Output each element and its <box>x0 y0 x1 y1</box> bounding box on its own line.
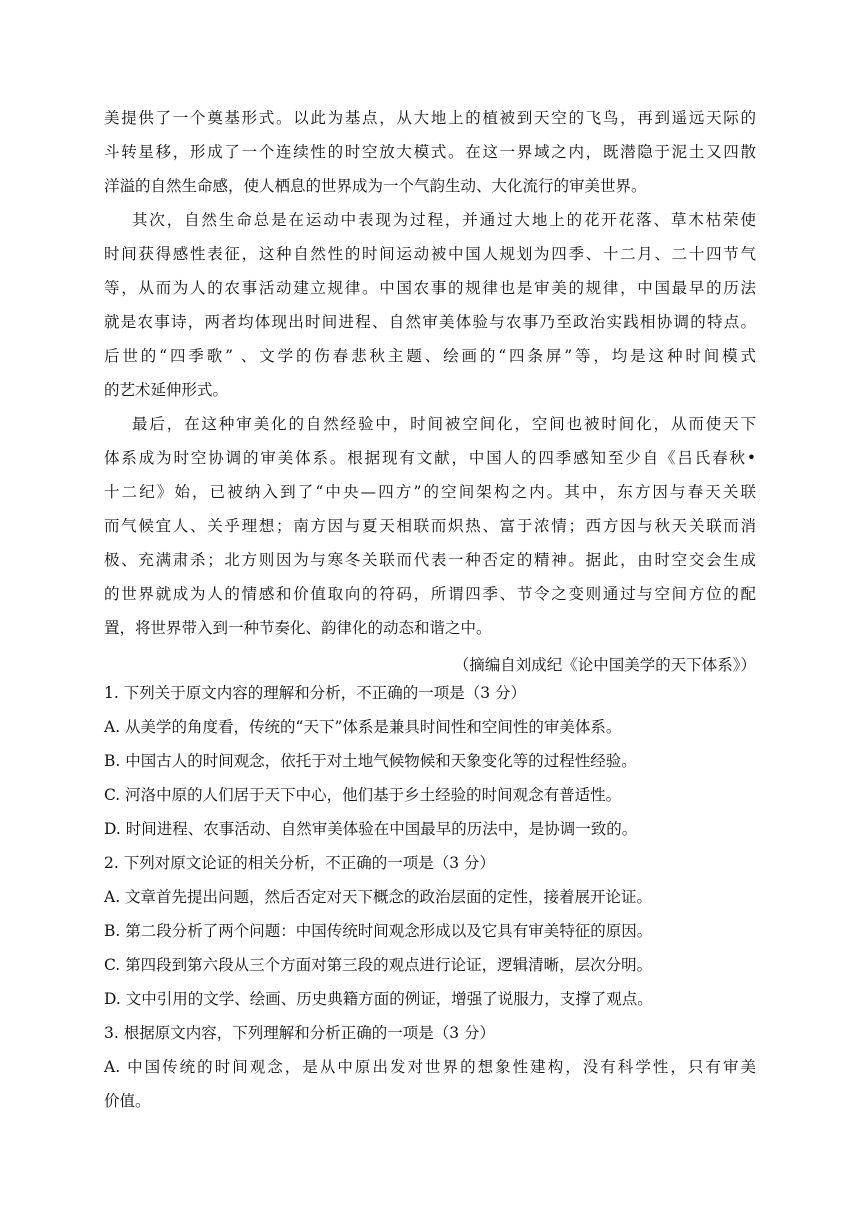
answer-option: C. 第四段到第六段从三个方面对第三段的观点进行论证，逻辑清晰，层次分明。 <box>104 956 653 974</box>
passage-line: 其次，自然生命总是在运动中表现为过程，并通过大地上的花开花落、草木枯荣使 <box>132 211 756 229</box>
passage-line: 就是农事诗，两者均体现出时间进程、自然审美体验与农事乃至政治实践相协调的特点。 <box>104 313 756 331</box>
answer-option: C. 河洛中原的人们居于天下中心，他们基于乡土经验的时间观念有普适性。 <box>104 786 622 804</box>
question-stem: 3. 根据原文内容，下列理解和分析正确的一项是（3 分） <box>104 1024 496 1042</box>
passage-line: 最后，在这种审美化的自然经验中，时间被空间化，空间也被时间化，从而使天下 <box>132 415 756 433</box>
passage-line: 极、充满肃杀；北方则因为与寒冬关联而代表一种否定的精神。据此，由时空交会生成 <box>104 551 756 569</box>
passage-line: 洋溢的自然生命感，使人栖息的世界成为一个气韵生动、大化流行的审美世界。 <box>104 177 647 195</box>
passage-line: 置，将世界带入到一种节奏化、韵律化的动态和谐之中。 <box>104 619 492 637</box>
answer-option: B. 中国古人的时间观念，依托于对土地气候物候和天象变化等的过程性经验。 <box>104 752 637 770</box>
answer-option: B. 第二段分析了两个问题：中国传统时间观念形成以及它具有审美特征的原因。 <box>104 922 653 940</box>
source-attribution: （摘编自刘成纪《论中国美学的天下体系》） <box>453 656 756 674</box>
passage-line: 十二纪》始，已被纳入到了“中央—四方”的空间架构之内。其中，东方因与春天关联 <box>104 483 756 501</box>
question-stem: 1. 下列关于原文内容的理解和分析，不正确的一项是（3 分） <box>104 684 527 702</box>
passage-line: 而气候宜人、关乎理想；南方因与夏天相联而炽热、富于浓情；西方因与秋天关联而消 <box>104 517 756 535</box>
passage-line: 后世的“四季歌” 、文学的伤春悲秋主题、绘画的“四条屏”等，均是这种时间模式 <box>104 347 756 365</box>
passage-line: 的艺术延伸形式。 <box>104 381 229 399</box>
answer-option: A. 文章首先提出问题，然后否定对天下概念的政治层面的定性，接着展开论证。 <box>104 888 653 906</box>
answer-option: A. 中国传统的时间观念，是从中原出发对世界的想象性建构，没有科学性，只有审美 <box>104 1058 756 1076</box>
passage-line: 的世界就成为人的情感和价值取向的符码，所谓四季、节令之变则通过与空间方位的配 <box>104 585 756 603</box>
passage-line: 美提供了一个奠基形式。以此为基点，从大地上的植被到天空的飞鸟，再到遥远天际的 <box>104 109 756 127</box>
answer-option: A. 从美学的角度看，传统的“天下”体系是兼具时间性和空间性的审美体系。 <box>104 718 622 736</box>
question-stem: 2. 下列对原文论证的相关分析，不正确的一项是（3 分） <box>104 854 496 872</box>
passage-line: 等，从而为人的农事活动建立规律。中国农事的规律也是审美的规律，中国最早的历法 <box>104 279 756 297</box>
answer-option: D. 文中引用的文学、绘画、历史典籍方面的例证，增强了说服力，支撑了观点。 <box>104 990 653 1008</box>
passage-line: 体系成为时空协调的审美体系。根据现有文献，中国人的四季感知至少自《吕氏春秋• <box>104 449 756 467</box>
answer-option-continuation: 价值。 <box>104 1092 151 1110</box>
passage-line: 斗转星移，形成了一个连续性的时空放大模式。在这一界域之内，既潜隐于泥土又四散 <box>104 143 756 161</box>
answer-option: D. 时间进程、农事活动、自然审美体验在中国最早的历法中，是协调一致的。 <box>104 820 638 838</box>
passage-line: 时间获得感性表征，这种自然性的时间运动被中国人规划为四季、十二月、二十四节气 <box>104 245 756 263</box>
